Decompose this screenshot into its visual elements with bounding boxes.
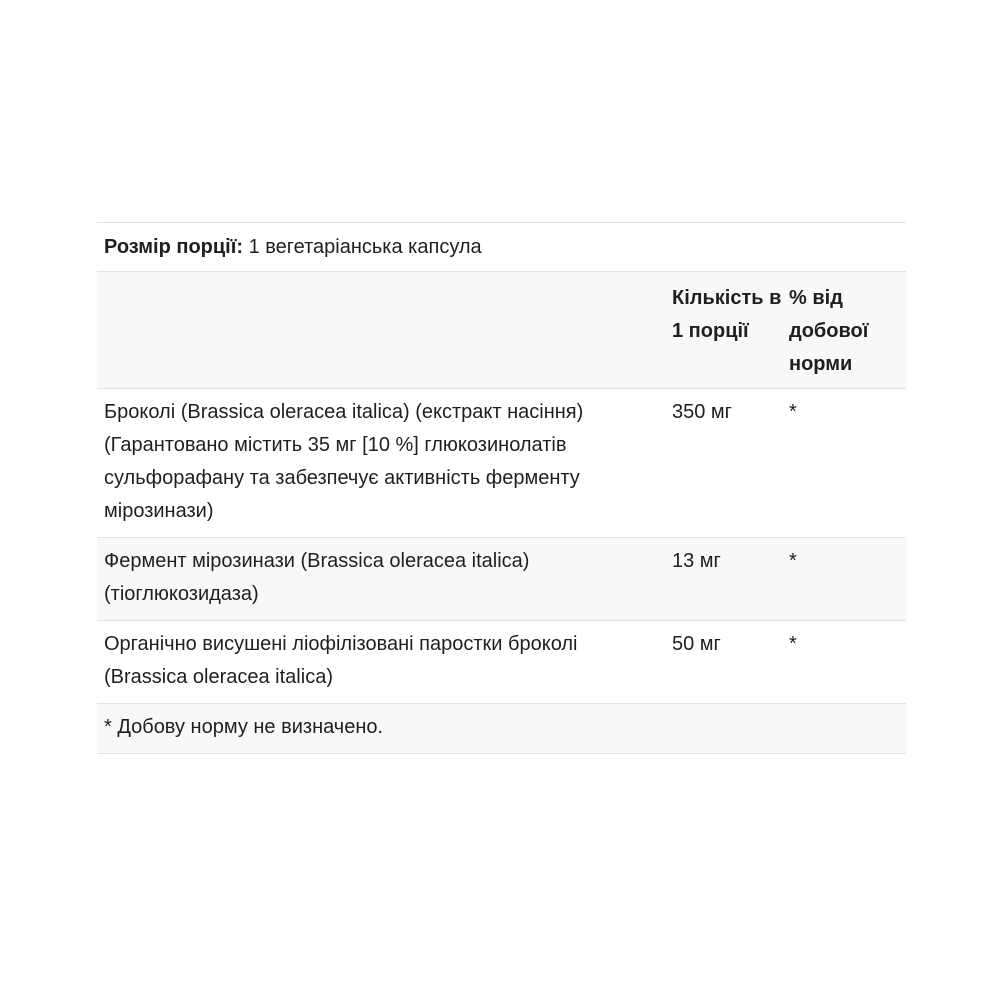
ingredient-daily-value: * <box>789 401 797 423</box>
ingredient-description: Броколі (Brassica oleracea italica) (екстракт насіння) (Гарантовано містить 35 мг [10 %] глюкозинолатів сульфорафану та забезпечує активність ферменту мірозинази) <box>104 401 584 522</box>
ingredient-description: Фермент мірозинази (Brassica oleracea italica) (тіоглюкозидаза) <box>104 550 530 605</box>
footnote-text: * Добову норму не визначено. <box>104 716 384 738</box>
table-row <box>97 621 906 704</box>
table-header-row <box>97 272 906 389</box>
ingredient-amount: 350 мг <box>672 401 732 423</box>
serving-size-label: Розмір порції: <box>104 236 244 258</box>
table-row <box>97 538 906 621</box>
table-row <box>97 389 906 538</box>
serving-size-value: 1 вегетаріанська капсула <box>243 236 482 258</box>
ingredient-description: Органічно висушені ліофілізовані паростки броколі (Brassica oleracea italica) <box>104 633 578 688</box>
header-daily-value: % від добової норми <box>789 287 869 375</box>
ingredient-amount: 13 мг <box>672 550 721 572</box>
ingredient-daily-value: * <box>789 550 797 572</box>
serving-size-row <box>97 223 906 272</box>
header-description <box>97 282 665 388</box>
supplement-facts-table <box>97 222 906 754</box>
footnote-row <box>97 704 906 754</box>
serving-size-cell <box>97 231 906 271</box>
header-amount-per-serving: Кількість в 1 порції <box>672 287 782 342</box>
ingredient-daily-value: * <box>789 633 797 655</box>
ingredient-amount: 50 мг <box>672 633 721 655</box>
